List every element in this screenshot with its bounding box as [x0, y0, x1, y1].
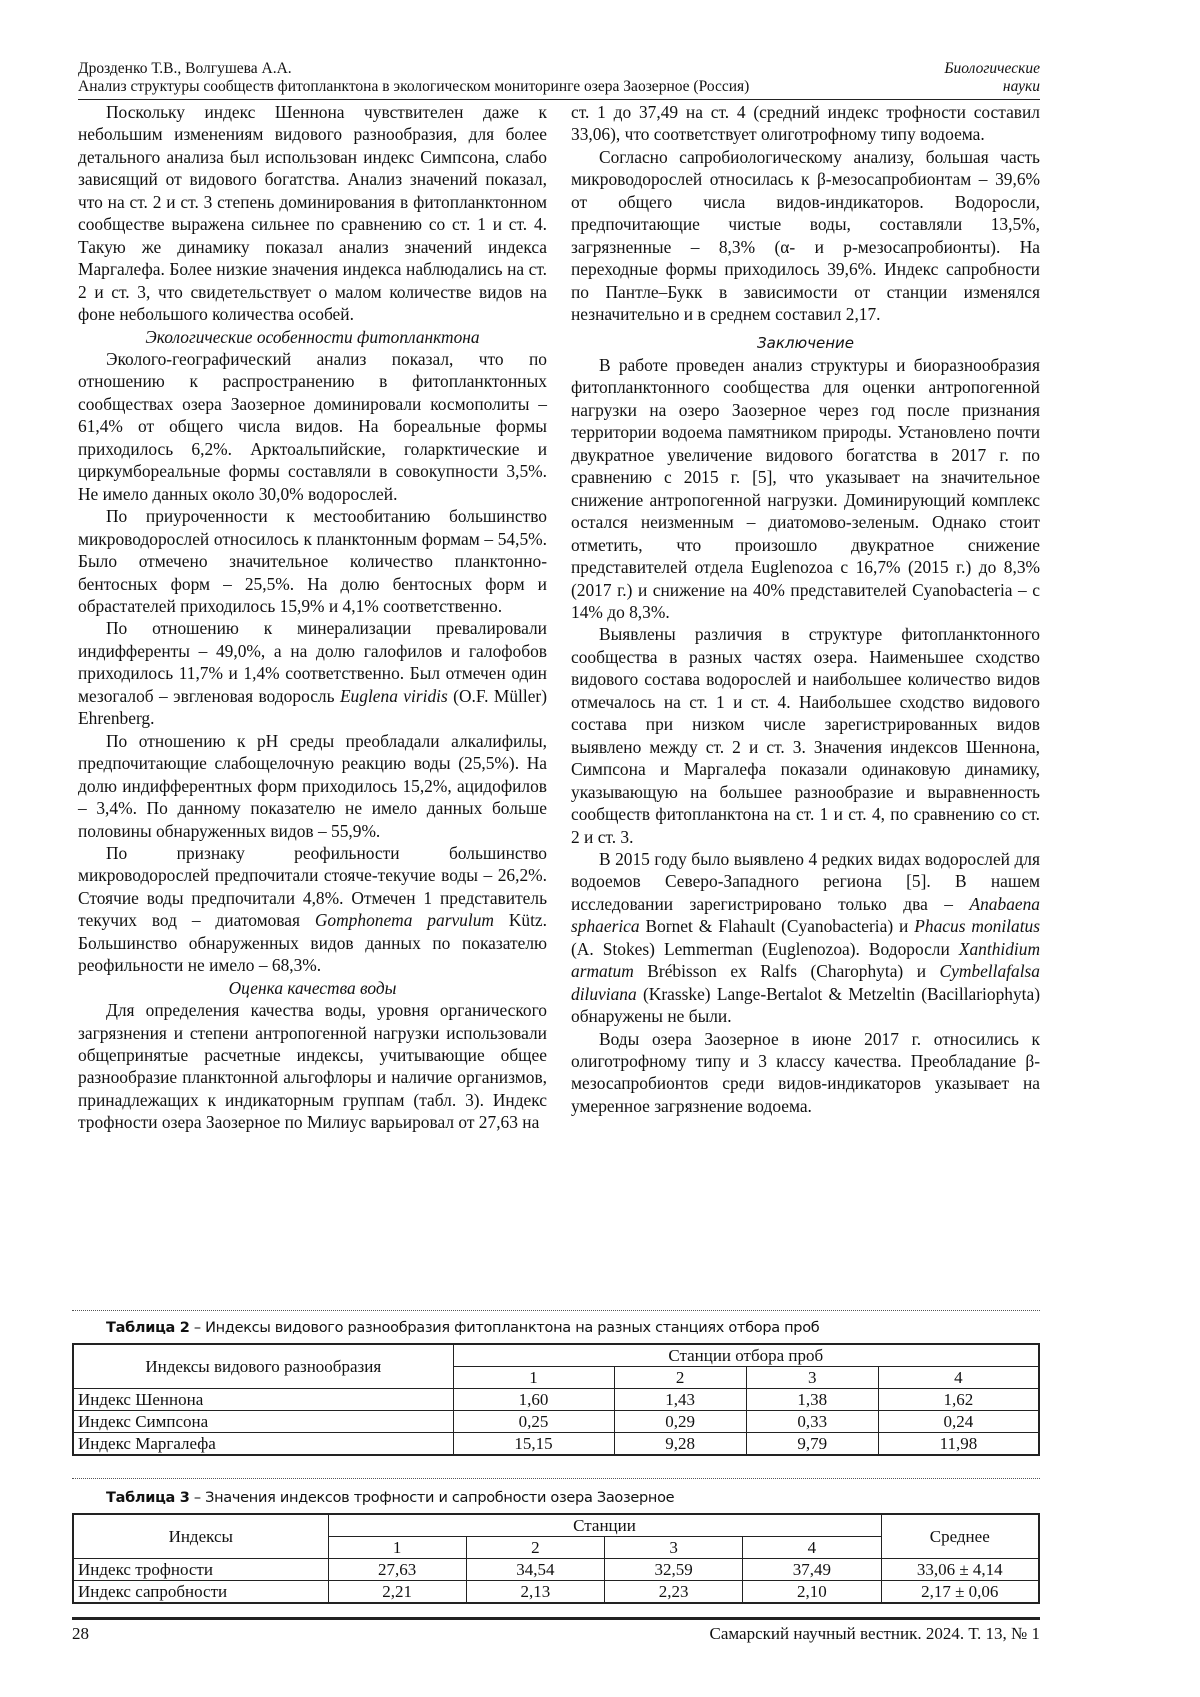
- right-column: [571, 101, 1040, 1117]
- table3-caption: [106, 1490, 674, 1506]
- cell: 2,23: [605, 1581, 743, 1604]
- row-label: Индекс Шеннона: [73, 1389, 453, 1411]
- cell: 34,54: [466, 1559, 604, 1581]
- paragraph: По приуроченности к местообитанию большинство микроводорослей относилось к планктонным формам – 54,5%. Было отмечено значительное количество планктонно-бентосных форм – 25,5%. На долю бентосных форм и обрастателей приходилось 15,9% и 4,1% соответственно.: [78, 505, 547, 617]
- header-title: Анализ структуры сообществ фитопланктона в экологическом мониторинге озера Заозерное (Россия): [78, 78, 1040, 96]
- text: В 2015 году было выявлено 4 редких видах водорослей для водоемов Северо-Западного региона [5]. В нашем исследовании зарегистрировано только два –: [571, 849, 1040, 914]
- cell: 9,28: [614, 1433, 746, 1456]
- paragraph: Выявлены различия в структуре фитопланктонного сообщества в разных частях озера. Наименьшее сходство видового состава водорослей и наибольшее количество видов отмечалось на ст. 1 и ст. 4. Наибольшее сходство видового состава при низком числе зарегистрированных видов выявлено между ст. 2 и ст. 3. Значения индексов Шеннона, Симпсона и Маргалефа показали одинаковую динамику, указывающую на большее разнообразие и выравненность сообществ фитопланктона на ст. 1 и ст. 4, по сравнению со ст. 2 и ст. 3.: [571, 623, 1040, 848]
- cell: 0,33: [746, 1411, 878, 1433]
- cell: 32,59: [605, 1559, 743, 1581]
- divider: [72, 1310, 1040, 1311]
- cell: 0,24: [878, 1411, 1039, 1433]
- cell: 2,21: [328, 1581, 466, 1604]
- species-name: Euglena viridis: [340, 686, 448, 706]
- paragraph: Воды озера Заозерное в июне 2017 г. относились к олиготрофному типу и 3 классу качества. Преобладание β-мезосапробионтов среди видов-индикаторов указывает на умеренное загрязнение водоема.: [571, 1028, 1040, 1118]
- text: Bornet & Flahault (Cyanobacteria) и: [640, 916, 915, 936]
- page-footer: [72, 1617, 1040, 1644]
- cell: 9,79: [746, 1433, 878, 1456]
- table-label: Таблица 3: [106, 1490, 190, 1506]
- subheading-conclusion: Заключение: [571, 332, 1040, 354]
- subheading: Оценка качества воды: [78, 977, 547, 999]
- table-row: [73, 1389, 1039, 1411]
- text: По признаку реофильности большинство микроводорослей предпочитали стояче-текучие воды – 26,2%. Стоячие воды предпочитали 4,8%. Отмечен 1 представитель текучих вод – диатомовая: [78, 843, 547, 930]
- cell: 33,06 ± 4,14: [881, 1559, 1039, 1581]
- row-label: Индекс Маргалефа: [73, 1433, 453, 1456]
- page-number: 28: [72, 1624, 89, 1643]
- header-cell: 3: [746, 1367, 878, 1389]
- cell: 2,13: [466, 1581, 604, 1604]
- species-name: Anabaena sphaerica: [571, 894, 1040, 936]
- cell: 0,29: [614, 1411, 746, 1433]
- species-name: Phacus monilatus: [914, 916, 1040, 936]
- header-cell: 1: [328, 1537, 466, 1559]
- species-name: Xanthidium armatum: [571, 939, 1040, 981]
- header-cell: Индексы: [73, 1514, 328, 1559]
- row-label: Индекс трофности: [73, 1559, 328, 1581]
- text: По отношению к минерализации превалировали индифференты – 49,0%, а на долю галофилов и галофобов приходилось 11,7% и 1,4% соответственно. Был отмечен один мезогалоб – эвгленовая водоросль: [78, 618, 547, 705]
- row-label: Индекс Симпсона: [73, 1411, 453, 1433]
- header-authors: Дрозденко Т.В., Волгушева А.А.: [78, 60, 1040, 78]
- paragraph: По отношению к pH среды преобладали алкалифилы, предпочитающие слабощелочную реакцию воды (25,5%). На долю индифферентных форм приходилось 15,2%, ацидофилов – 3,4%. По данному показателю не имело данных больше половины обнаруженных видов – 55,9%.: [78, 730, 547, 842]
- section-line-2: науки: [944, 78, 1040, 96]
- header-cell: 3: [605, 1537, 743, 1559]
- text: Brébisson ex Ralfs (Charophyta) и: [634, 961, 940, 981]
- header-cell: 4: [878, 1367, 1039, 1389]
- cell: 1,38: [746, 1389, 878, 1411]
- header-cell: Индексы видового разнообразия: [73, 1344, 453, 1389]
- table-row: [73, 1581, 1039, 1604]
- caption-text: – Индексы видового разнообразия фитопланктона на разных станциях отбора проб: [190, 1320, 820, 1336]
- cell: 1,43: [614, 1389, 746, 1411]
- section-line-1: Биологические: [944, 60, 1040, 78]
- text: (Krasske) Lange-Bertalot & Metzeltin (Bacillariophyta) обнаружены не были.: [571, 984, 1040, 1026]
- table-label: Таблица 2: [106, 1320, 190, 1336]
- row-label: Индекс сапробности: [73, 1581, 328, 1604]
- cell: 1,60: [453, 1389, 614, 1411]
- species-name: Cymbellafalsa diluviana: [571, 961, 1040, 1003]
- paragraph: [78, 617, 547, 729]
- paragraph: В работе проведен анализ структуры и биоразнообразия фитопланктонного сообщества для оценки антропогенной нагрузки на озеро Заозерное через год после признания территории водоема памятником природы. Установлено почти двукратное увеличение видового богатства в 2017 г. по сравнению с 2015 г. [5], что указывает на значительное снижение антропогенной нагрузки. Доминирующий комплекс остался неизменным – диатомово-зеленым. Однако стоит отметить, что произошло двукратное снижение представителей отдела Euglenozoa с 16,7% (2015 г.) до 8,3% (2017 г.) и снижение на 40% представителей Cyanobacteria – с 14% до 8,3%.: [571, 354, 1040, 623]
- header-cell: Станции отбора проб: [453, 1344, 1039, 1367]
- header-cell: 2: [466, 1537, 604, 1559]
- header-cell: 1: [453, 1367, 614, 1389]
- header-section: [944, 60, 1040, 96]
- paragraph: ст. 1 до 37,49 на ст. 4 (средний индекс трофности составил 33,06), что соответствует олиготрофному типу водоема.: [571, 101, 1040, 146]
- table-row: [73, 1411, 1039, 1433]
- header-cell: Станции: [328, 1514, 881, 1537]
- text: (O.F. Müller) Ehrenberg.: [78, 686, 547, 728]
- subheading: Экологические особенности фитопланктона: [78, 326, 547, 348]
- cell: 2,10: [743, 1581, 881, 1604]
- cell: 15,15: [453, 1433, 614, 1456]
- table3: [72, 1513, 1040, 1604]
- paragraph: Для определения качества воды, уровня органического загрязнения и степени антропогенной нагрузки использовали общепринятые расчетные индексы, учитывающие общее разнообразие планктонной альгофлоры и наличие организмов, принадлежащих к индикаторным группам (табл. 3). Индекс трофности озера Заозерное по Милиус варьировал от 27,63 на: [78, 999, 547, 1134]
- table-row: [73, 1559, 1039, 1581]
- cell: 2,17 ± 0,06: [881, 1581, 1039, 1604]
- header-cell: Среднее: [881, 1514, 1039, 1559]
- cell: 11,98: [878, 1433, 1039, 1456]
- text: (A. Stokes) Lemmerman (Euglenozoa). Водоросли: [571, 939, 959, 959]
- page: [0, 0, 1200, 1697]
- table-row: [73, 1433, 1039, 1456]
- cell: 1,62: [878, 1389, 1039, 1411]
- table2-caption: [106, 1320, 819, 1336]
- paragraph: Согласно сапробиологическому анализу, большая часть микроводорослей относилась к β-мезосапробионтам – 39,6% от общего числа видов-индикаторов. Водоросли, предпочитающие чистые воды, составляли 13,5%, загрязненные – 8,3% (α- и р-мезосапробионты). На переходные формы приходилось 39,6%. Индекс сапробности по Пантле–Букк в зависимости от станции изменялся незначительно и в среднем составил 2,17.: [571, 146, 1040, 326]
- running-header: [78, 60, 1040, 100]
- text: Kütz. Большинство обнаруженных видов данных по показателю реофильности не имело – 68,3%.: [78, 910, 547, 975]
- header-cell: 4: [743, 1537, 881, 1559]
- journal-citation: Самарский научный вестник. 2024. Т. 13, № 1: [710, 1624, 1041, 1644]
- paragraph: [571, 848, 1040, 1028]
- cell: 37,49: [743, 1559, 881, 1581]
- header-cell: 2: [614, 1367, 746, 1389]
- divider: [72, 1478, 1040, 1479]
- cell: 27,63: [328, 1559, 466, 1581]
- species-name: Gomphonema parvulum: [315, 910, 494, 930]
- left-column: [78, 101, 547, 1134]
- cell: 0,25: [453, 1411, 614, 1433]
- paragraph: Эколого-географический анализ показал, что по отношению к распространению в фитопланктонных сообществах озера Заозерное доминировали космополиты – 61,4% от общего числа видов. На бореальные формы приходилось 6,2%. Арктоальпийские, голарктические и циркумбореальные формы составляли в совокупности 3,5%. Не имело данных около 30,0% водорослей.: [78, 348, 547, 505]
- caption-text: – Значения индексов трофности и сапробности озера Заозерное: [190, 1490, 675, 1506]
- paragraph: Поскольку индекс Шеннона чувствителен даже к небольшим изменениям видового разнообразия, для более детального анализа был использован индекс Симпсона, слабо зависящий от видового богатства. Анализ значений показал, что на ст. 2 и ст. 3 степень доминирования в фитопланктонном сообществе выражена сильнее по сравнению со ст. 1 и ст. 4. Такую же динамику показал анализ значений индекса Маргалефа. Более низкие значения индекса наблюдались на ст. 2 и ст. 3, что свидетельствует о малом количестве видов на фоне небольшого количества особей.: [78, 101, 547, 326]
- table2: [72, 1343, 1040, 1456]
- paragraph: [78, 842, 547, 977]
